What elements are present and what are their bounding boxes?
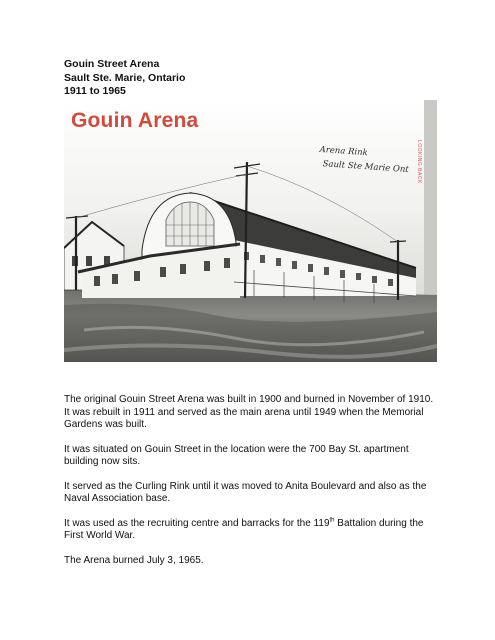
photo-side-label: LOOKING BACK bbox=[416, 140, 422, 184]
arena-photo-drawing bbox=[64, 100, 437, 362]
ordinal-suffix: th bbox=[329, 517, 335, 524]
document-body bbox=[64, 394, 434, 579]
paragraph-war bbox=[64, 518, 434, 543]
paragraph-history: The original Gouin Street Arena was built in 1900 and burned in November of 1910. It was rebuilt in 1911 and served as the main arena until 1949 when the Memorial Gardens was built. bbox=[64, 394, 434, 430]
heading-title: Gouin Street Arena bbox=[64, 58, 160, 70]
paragraph-war-start: It was used as the recruiting centre and barracks for the 119 bbox=[64, 517, 330, 529]
photo-caption-line1: Arena Rink bbox=[319, 144, 369, 159]
heading-location: Sault Ste. Marie, Ontario bbox=[64, 71, 186, 84]
paragraph-fire: The Arena burned July 3, 1965. bbox=[64, 554, 204, 566]
paragraph-war-end: Battalion during the First World War. bbox=[64, 517, 424, 541]
photo-title: Gouin Arena bbox=[71, 109, 199, 132]
paragraph-location: It was situated on Gouin Street in the location were the 700 Bay St. apartment building now sits. bbox=[64, 443, 409, 467]
photo-caption-line2: Sault Ste Marie Ont bbox=[322, 159, 410, 176]
arena-photo bbox=[64, 100, 437, 362]
heading-years: 1911 to 1965 bbox=[64, 85, 126, 97]
document-heading bbox=[64, 58, 185, 99]
paragraph-curling: It served as the Curling Rink until it was moved to Anita Boulevard and also as the Naval Association base. bbox=[64, 480, 427, 504]
